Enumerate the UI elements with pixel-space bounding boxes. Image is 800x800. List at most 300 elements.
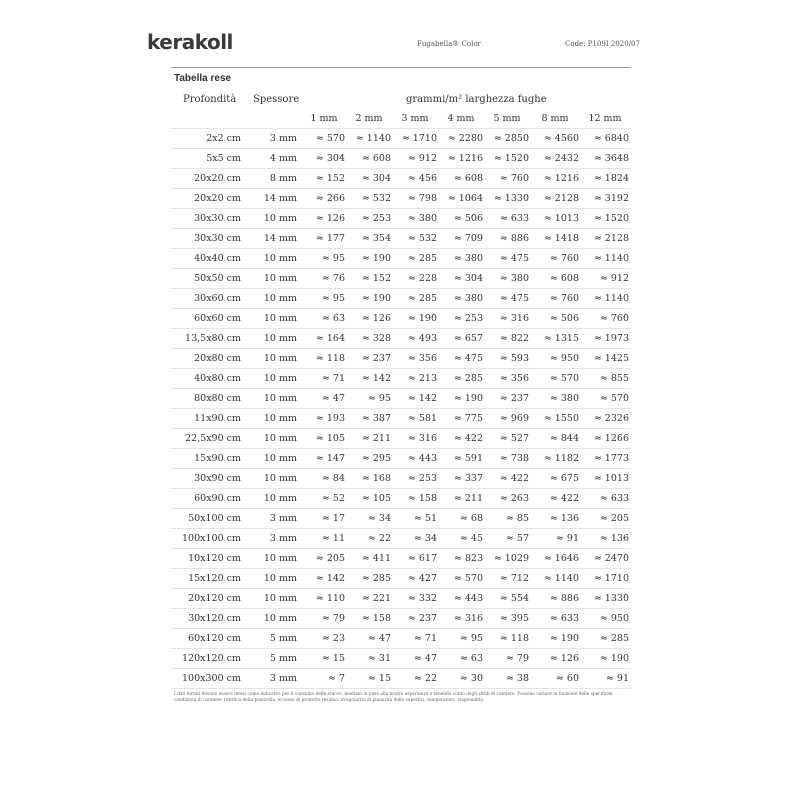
- format-cell: 13,5x80 cm: [171, 329, 243, 349]
- yield-cell: ≈ 456: [393, 169, 439, 189]
- yield-cell: ≈ 1520: [581, 209, 631, 229]
- yield-cell: ≈ 168: [347, 469, 393, 489]
- yield-cell: ≈ 570: [303, 129, 347, 149]
- yield-cell: ≈ 1266: [581, 429, 631, 449]
- format-cell: 40x80 cm: [171, 369, 243, 389]
- yield-cell: ≈ 422: [531, 489, 581, 509]
- yield-cell: ≈ 152: [347, 269, 393, 289]
- yield-cell: ≈ 190: [347, 289, 393, 309]
- yield-cell: ≈ 1013: [531, 209, 581, 229]
- yield-cell: ≈ 593: [485, 349, 531, 369]
- yield-cell: ≈ 1216: [531, 169, 581, 189]
- yield-cell: ≈ 760: [531, 249, 581, 269]
- yield-cell: ≈ 51: [393, 509, 439, 529]
- yield-cell: ≈ 1140: [347, 129, 393, 149]
- format-cell: 2x2 cm: [171, 129, 243, 149]
- yield-cell: ≈ 34: [347, 509, 393, 529]
- format-cell: 100x300 cm: [171, 669, 243, 689]
- yield-cell: ≈ 617: [393, 549, 439, 569]
- yield-cell: ≈ 177: [303, 229, 347, 249]
- yield-cell: ≈ 147: [303, 449, 347, 469]
- yield-cell: ≈ 1013: [581, 469, 631, 489]
- thickness-cell: 10 mm: [243, 389, 303, 409]
- thickness-cell: 10 mm: [243, 269, 303, 289]
- thickness-cell: 10 mm: [243, 349, 303, 369]
- yield-cell: ≈ 912: [581, 269, 631, 289]
- yield-cell: ≈ 285: [581, 629, 631, 649]
- yield-cell: ≈ 211: [347, 429, 393, 449]
- thickness-cell: 10 mm: [243, 549, 303, 569]
- thickness-cell: 10 mm: [243, 369, 303, 389]
- yield-cell: ≈ 969: [485, 409, 531, 429]
- yield-cell: ≈ 285: [393, 249, 439, 269]
- yield-cell: ≈ 608: [531, 269, 581, 289]
- yield-cell: ≈ 47: [393, 649, 439, 669]
- table-row: [171, 549, 631, 569]
- yield-cell: ≈ 190: [531, 629, 581, 649]
- width-header-cell: 3 mm: [393, 108, 439, 129]
- yield-cell: ≈ 63: [303, 309, 347, 329]
- yield-cell: ≈ 105: [347, 489, 393, 509]
- yield-cell: ≈ 493: [393, 329, 439, 349]
- thickness-cell: 10 mm: [243, 449, 303, 469]
- column-group-header: grammi/m² larghezza fughe: [406, 94, 547, 105]
- table-row: [171, 149, 631, 169]
- yield-cell: ≈ 443: [393, 449, 439, 469]
- yield-cell: ≈ 570: [581, 389, 631, 409]
- yield-cell: ≈ 23: [303, 629, 347, 649]
- format-cell: 20x80 cm: [171, 349, 243, 369]
- yield-cell: ≈ 633: [531, 609, 581, 629]
- yield-cell: ≈ 886: [531, 589, 581, 609]
- table-row: [171, 489, 631, 509]
- yield-cell: ≈ 380: [531, 389, 581, 409]
- format-cell: 20x20 cm: [171, 169, 243, 189]
- thickness-cell: 10 mm: [243, 489, 303, 509]
- yield-cell: ≈ 190: [347, 249, 393, 269]
- yield-cell: ≈ 886: [485, 229, 531, 249]
- table-row: [171, 649, 631, 669]
- yield-cell: ≈ 142: [303, 569, 347, 589]
- table-row: [171, 669, 631, 689]
- section-title: Tabella rese: [174, 73, 232, 84]
- yield-cell: ≈ 506: [531, 309, 581, 329]
- yield-cell: ≈ 380: [439, 249, 485, 269]
- format-cell: 30x30 cm: [171, 209, 243, 229]
- table-row: [171, 329, 631, 349]
- yield-cell: ≈ 91: [581, 669, 631, 689]
- footnote: I dati forniti devono essere intesi come indicativi per il consumo delle stucco, mediato in base alla nostra esperienza e tenendo conto degli sfridi di cantiere. Possono variare in funzione delle specifiche condizioni di cantiere: rettifica della piastrella, eccesso di prodotto residuo, irregolarità di planarità delle superfici, temperature, stagionalità.: [174, 692, 613, 703]
- yield-cell: ≈ 34: [393, 529, 439, 549]
- yield-cell: ≈ 60: [531, 669, 581, 689]
- yield-cell: ≈ 570: [531, 369, 581, 389]
- yield-cell: ≈ 190: [393, 309, 439, 329]
- yield-cell: ≈ 422: [485, 469, 531, 489]
- table-row: [171, 129, 631, 149]
- yield-cell: ≈ 205: [581, 509, 631, 529]
- header-divider: [171, 67, 631, 68]
- yield-cell: ≈ 17: [303, 509, 347, 529]
- yield-cell: ≈ 2326: [581, 409, 631, 429]
- yield-cell: ≈ 304: [303, 149, 347, 169]
- yield-cell: ≈ 71: [303, 369, 347, 389]
- yield-cell: ≈ 675: [531, 469, 581, 489]
- yield-cell: ≈ 506: [439, 209, 485, 229]
- yield-cell: ≈ 1550: [531, 409, 581, 429]
- table-row: [171, 169, 631, 189]
- yield-cell: ≈ 356: [485, 369, 531, 389]
- yield-cell: ≈ 591: [439, 449, 485, 469]
- yield-cell: ≈ 844: [531, 429, 581, 449]
- format-cell: 30x30 cm: [171, 229, 243, 249]
- format-cell: 40x40 cm: [171, 249, 243, 269]
- format-cell: 50x50 cm: [171, 269, 243, 289]
- yield-cell: ≈ 855: [581, 369, 631, 389]
- yield-cell: ≈ 228: [393, 269, 439, 289]
- yield-cell: ≈ 193: [303, 409, 347, 429]
- yield-cell: ≈ 316: [485, 309, 531, 329]
- yield-cell: ≈ 1646: [531, 549, 581, 569]
- yield-cell: ≈ 45: [439, 529, 485, 549]
- yield-cell: ≈ 1773: [581, 449, 631, 469]
- yield-cell: ≈ 354: [347, 229, 393, 249]
- yield-cell: ≈ 158: [347, 609, 393, 629]
- yield-cell: ≈ 84: [303, 469, 347, 489]
- yield-cell: ≈ 1140: [581, 289, 631, 309]
- format-cell: 80x80 cm: [171, 389, 243, 409]
- yield-cell: ≈ 105: [303, 429, 347, 449]
- yield-cell: ≈ 68: [439, 509, 485, 529]
- yield-cell: ≈ 760: [531, 289, 581, 309]
- yield-cell: ≈ 221: [347, 589, 393, 609]
- yield-cell: ≈ 190: [581, 649, 631, 669]
- table-row: [171, 349, 631, 369]
- thickness-cell: 14 mm: [243, 189, 303, 209]
- table-row: [171, 289, 631, 309]
- empty-cell: [243, 108, 303, 129]
- yield-cell: ≈ 31: [347, 649, 393, 669]
- yield-cell: ≈ 1425: [581, 349, 631, 369]
- yield-cell: ≈ 395: [485, 609, 531, 629]
- yield-cell: ≈ 316: [393, 429, 439, 449]
- yield-cell: ≈ 71: [393, 629, 439, 649]
- yield-cell: ≈ 2280: [439, 129, 485, 149]
- yield-cell: ≈ 1216: [439, 149, 485, 169]
- yield-cell: ≈ 142: [347, 369, 393, 389]
- table-row: [171, 609, 631, 629]
- yield-cell: ≈ 532: [347, 189, 393, 209]
- table-row: [171, 369, 631, 389]
- table-row: [171, 589, 631, 609]
- format-cell: 120x120 cm: [171, 649, 243, 669]
- table-row: [171, 629, 631, 649]
- yield-cell: ≈ 1710: [393, 129, 439, 149]
- yield-cell: ≈ 1140: [531, 569, 581, 589]
- thickness-cell: 3 mm: [243, 509, 303, 529]
- format-cell: 30x120 cm: [171, 609, 243, 629]
- thickness-cell: 10 mm: [243, 609, 303, 629]
- format-cell: 30x90 cm: [171, 469, 243, 489]
- yield-cell: ≈ 554: [485, 589, 531, 609]
- table-row: [171, 469, 631, 489]
- yield-cell: ≈ 6840: [581, 129, 631, 149]
- yield-cell: ≈ 633: [485, 209, 531, 229]
- width-header-cell: 4 mm: [439, 108, 485, 129]
- yield-cell: ≈ 1520: [485, 149, 531, 169]
- thickness-cell: 10 mm: [243, 409, 303, 429]
- product-name: Fugabella® Color: [417, 40, 481, 48]
- yield-cell: ≈ 356: [393, 349, 439, 369]
- yield-cell: ≈ 126: [303, 209, 347, 229]
- format-cell: 5x5 cm: [171, 149, 243, 169]
- yield-cell: ≈ 57: [485, 529, 531, 549]
- yield-cell: ≈ 380: [393, 209, 439, 229]
- yield-cell: ≈ 295: [347, 449, 393, 469]
- yield-cell: ≈ 136: [581, 529, 631, 549]
- yield-cell: ≈ 304: [439, 269, 485, 289]
- yield-cell: ≈ 15: [303, 649, 347, 669]
- yield-cell: ≈ 1973: [581, 329, 631, 349]
- yield-cell: ≈ 211: [439, 489, 485, 509]
- yield-cell: ≈ 47: [347, 629, 393, 649]
- yield-cell: ≈ 2850: [485, 129, 531, 149]
- yield-cell: ≈ 798: [393, 189, 439, 209]
- table-row: [171, 509, 631, 529]
- yield-cell: ≈ 266: [303, 189, 347, 209]
- yield-cell: ≈ 95: [347, 389, 393, 409]
- brand-logo: kerakoll: [147, 30, 233, 54]
- format-cell: 30x60 cm: [171, 289, 243, 309]
- thickness-cell: 14 mm: [243, 229, 303, 249]
- width-header-cell: 5 mm: [485, 108, 531, 129]
- yield-cell: ≈ 126: [531, 649, 581, 669]
- thickness-cell: 10 mm: [243, 289, 303, 309]
- yield-cell: ≈ 15: [347, 669, 393, 689]
- format-cell: 60x90 cm: [171, 489, 243, 509]
- thickness-cell: 10 mm: [243, 309, 303, 329]
- yield-cell: ≈ 527: [485, 429, 531, 449]
- column-header-spessore: Spessore: [253, 94, 300, 105]
- thickness-cell: 10 mm: [243, 429, 303, 449]
- yield-cell: ≈ 76: [303, 269, 347, 289]
- table-row: [171, 249, 631, 269]
- thickness-cell: 10 mm: [243, 209, 303, 229]
- yield-cell: ≈ 1710: [581, 569, 631, 589]
- format-cell: 10x120 cm: [171, 549, 243, 569]
- yield-cell: ≈ 22: [347, 529, 393, 549]
- yield-cell: ≈ 1330: [581, 589, 631, 609]
- yield-cell: ≈ 823: [439, 549, 485, 569]
- format-cell: 20x20 cm: [171, 189, 243, 209]
- yield-cell: ≈ 164: [303, 329, 347, 349]
- table-row: [171, 309, 631, 329]
- thickness-cell: 3 mm: [243, 129, 303, 149]
- yield-cell: ≈ 118: [303, 349, 347, 369]
- table-row: [171, 429, 631, 449]
- format-cell: 50x100 cm: [171, 509, 243, 529]
- yield-cell: ≈ 1140: [581, 249, 631, 269]
- yield-cell: ≈ 285: [347, 569, 393, 589]
- yield-cell: ≈ 608: [439, 169, 485, 189]
- yield-cell: ≈ 95: [439, 629, 485, 649]
- yield-cell: ≈ 79: [303, 609, 347, 629]
- yield-cell: ≈ 950: [531, 349, 581, 369]
- format-cell: 100x100 cm: [171, 529, 243, 549]
- yield-cell: ≈ 475: [439, 349, 485, 369]
- yield-cell: ≈ 411: [347, 549, 393, 569]
- yield-cell: ≈ 2128: [531, 189, 581, 209]
- yield-cell: ≈ 422: [439, 429, 485, 449]
- yield-cell: ≈ 7: [303, 669, 347, 689]
- yield-cell: ≈ 253: [439, 309, 485, 329]
- yield-cell: ≈ 110: [303, 589, 347, 609]
- format-cell: 60x120 cm: [171, 629, 243, 649]
- yield-cell: ≈ 4560: [531, 129, 581, 149]
- empty-cell: [171, 108, 243, 129]
- yield-cell: ≈ 633: [581, 489, 631, 509]
- yield-cell: ≈ 2470: [581, 549, 631, 569]
- thickness-cell: 5 mm: [243, 629, 303, 649]
- yield-cell: ≈ 213: [393, 369, 439, 389]
- format-cell: 22,5x90 cm: [171, 429, 243, 449]
- column-header-profondita: Profondità: [183, 94, 237, 105]
- yield-cell: ≈ 380: [439, 289, 485, 309]
- yield-table: [171, 108, 631, 689]
- yield-cell: ≈ 253: [347, 209, 393, 229]
- table-row: [171, 189, 631, 209]
- format-cell: 15x120 cm: [171, 569, 243, 589]
- yield-cell: ≈ 126: [347, 309, 393, 329]
- yield-cell: ≈ 118: [485, 629, 531, 649]
- yield-cell: ≈ 22: [393, 669, 439, 689]
- table-row: [171, 389, 631, 409]
- yield-cell: ≈ 47: [303, 389, 347, 409]
- yield-cell: ≈ 775: [439, 409, 485, 429]
- width-header-cell: 8 mm: [531, 108, 581, 129]
- width-header-cell: 1 mm: [303, 108, 347, 129]
- yield-cell: ≈ 285: [439, 369, 485, 389]
- thickness-cell: 10 mm: [243, 249, 303, 269]
- yield-cell: ≈ 1824: [581, 169, 631, 189]
- thickness-cell: 5 mm: [243, 649, 303, 669]
- yield-cell: ≈ 332: [393, 589, 439, 609]
- yield-cell: ≈ 1330: [485, 189, 531, 209]
- width-header-cell: 12 mm: [581, 108, 631, 129]
- yield-cell: ≈ 443: [439, 589, 485, 609]
- yield-cell: ≈ 95: [303, 289, 347, 309]
- thickness-cell: 4 mm: [243, 149, 303, 169]
- yield-cell: ≈ 158: [393, 489, 439, 509]
- thickness-cell: 3 mm: [243, 669, 303, 689]
- yield-cell: ≈ 2128: [581, 229, 631, 249]
- yield-cell: ≈ 608: [347, 149, 393, 169]
- yield-cell: ≈ 263: [485, 489, 531, 509]
- table-row: [171, 209, 631, 229]
- yield-cell: ≈ 85: [485, 509, 531, 529]
- format-cell: 20x120 cm: [171, 589, 243, 609]
- yield-cell: ≈ 3648: [581, 149, 631, 169]
- yield-cell: ≈ 950: [581, 609, 631, 629]
- yield-cell: ≈ 304: [347, 169, 393, 189]
- yield-cell: ≈ 237: [393, 609, 439, 629]
- yield-cell: ≈ 1315: [531, 329, 581, 349]
- yield-cell: ≈ 1182: [531, 449, 581, 469]
- yield-cell: ≈ 38: [485, 669, 531, 689]
- table-row: [171, 569, 631, 589]
- yield-cell: ≈ 760: [485, 169, 531, 189]
- yield-cell: ≈ 95: [303, 249, 347, 269]
- thickness-cell: 8 mm: [243, 169, 303, 189]
- thickness-cell: 10 mm: [243, 469, 303, 489]
- yield-cell: ≈ 79: [485, 649, 531, 669]
- yield-cell: ≈ 1029: [485, 549, 531, 569]
- table-row: [171, 269, 631, 289]
- yield-cell: ≈ 427: [393, 569, 439, 589]
- format-cell: 15x90 cm: [171, 449, 243, 469]
- yield-cell: ≈ 63: [439, 649, 485, 669]
- yield-cell: ≈ 237: [485, 389, 531, 409]
- yield-cell: ≈ 11: [303, 529, 347, 549]
- table-row: [171, 229, 631, 249]
- thickness-cell: 10 mm: [243, 589, 303, 609]
- yield-cell: ≈ 237: [347, 349, 393, 369]
- yield-cell: ≈ 1064: [439, 189, 485, 209]
- yield-cell: ≈ 581: [393, 409, 439, 429]
- yield-cell: ≈ 152: [303, 169, 347, 189]
- yield-cell: ≈ 570: [439, 569, 485, 589]
- yield-cell: ≈ 657: [439, 329, 485, 349]
- yield-cell: ≈ 253: [393, 469, 439, 489]
- yield-cell: ≈ 328: [347, 329, 393, 349]
- yield-cell: ≈ 475: [485, 289, 531, 309]
- yield-cell: ≈ 475: [485, 249, 531, 269]
- yield-cell: ≈ 30: [439, 669, 485, 689]
- thickness-cell: 10 mm: [243, 569, 303, 589]
- document-code: Code: P109I 2020/07: [565, 40, 640, 48]
- format-cell: 60x60 cm: [171, 309, 243, 329]
- yield-cell: ≈ 337: [439, 469, 485, 489]
- yield-cell: ≈ 190: [439, 389, 485, 409]
- format-cell: 11x90 cm: [171, 409, 243, 429]
- yield-cell: ≈ 712: [485, 569, 531, 589]
- yield-cell: ≈ 205: [303, 549, 347, 569]
- thickness-cell: 10 mm: [243, 329, 303, 349]
- yield-cell: ≈ 380: [485, 269, 531, 289]
- yield-cell: ≈ 3192: [581, 189, 631, 209]
- yield-cell: ≈ 2432: [531, 149, 581, 169]
- yield-cell: ≈ 532: [393, 229, 439, 249]
- yield-cell: ≈ 760: [581, 309, 631, 329]
- thickness-cell: 3 mm: [243, 529, 303, 549]
- yield-cell: ≈ 1418: [531, 229, 581, 249]
- yield-cell: ≈ 285: [393, 289, 439, 309]
- yield-cell: ≈ 738: [485, 449, 531, 469]
- yield-cell: ≈ 912: [393, 149, 439, 169]
- yield-table-body: [171, 108, 631, 689]
- yield-cell: ≈ 822: [485, 329, 531, 349]
- yield-cell: ≈ 387: [347, 409, 393, 429]
- width-header-cell: 2 mm: [347, 108, 393, 129]
- table-row: [171, 529, 631, 549]
- yield-cell: ≈ 136: [531, 509, 581, 529]
- yield-cell: ≈ 316: [439, 609, 485, 629]
- table-row: [171, 449, 631, 469]
- width-header-row: [171, 108, 631, 129]
- yield-cell: ≈ 91: [531, 529, 581, 549]
- yield-cell: ≈ 142: [393, 389, 439, 409]
- table-row: [171, 409, 631, 429]
- yield-cell: ≈ 52: [303, 489, 347, 509]
